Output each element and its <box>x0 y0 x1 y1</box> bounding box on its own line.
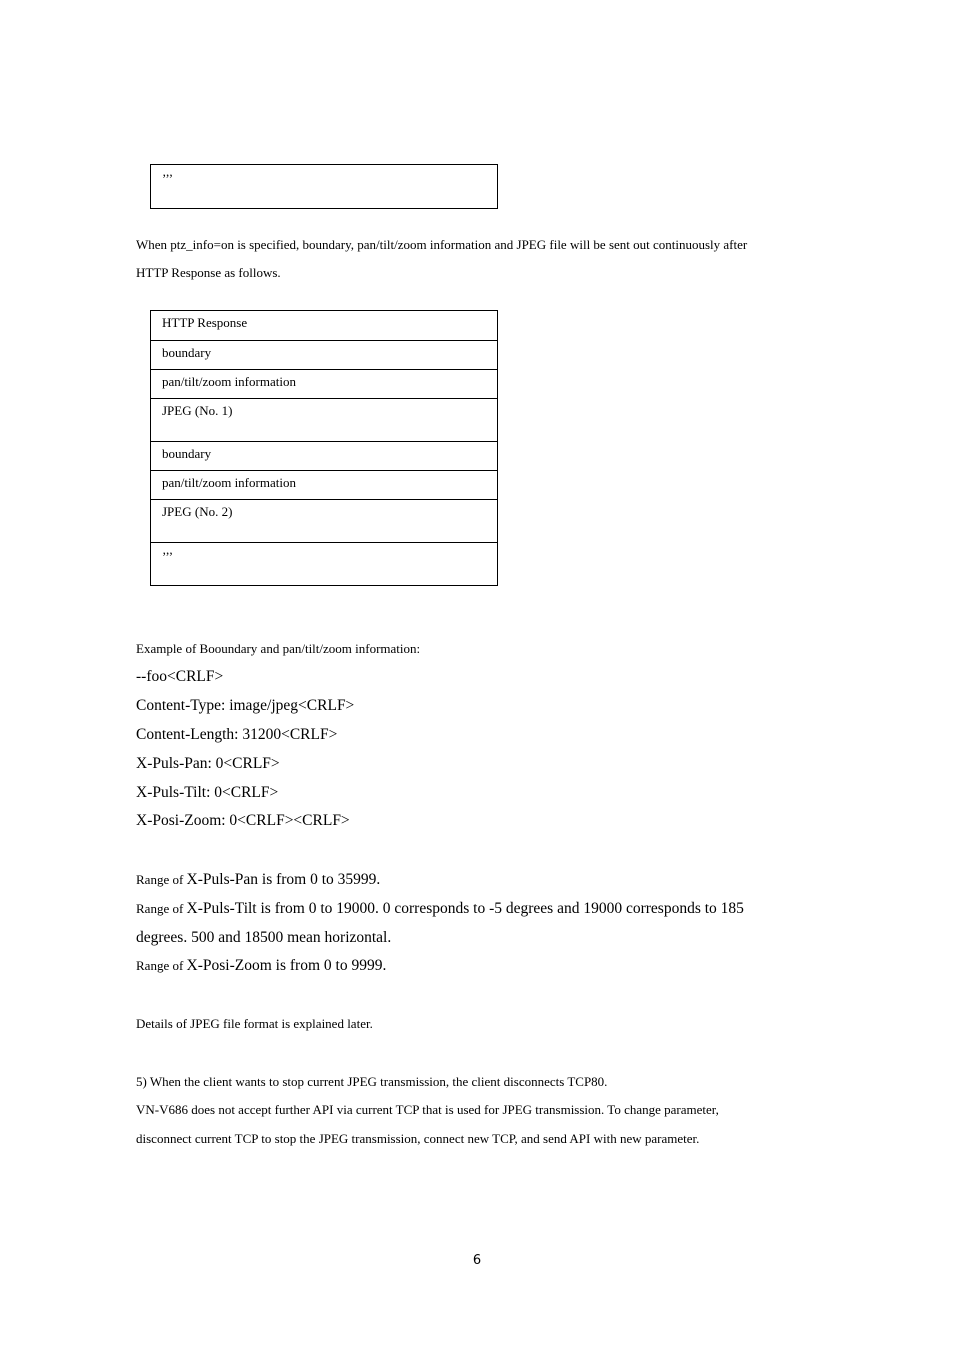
example-line: Content-Length: 31200<CRLF> <box>136 726 338 743</box>
intro-line-2: HTTP Response as follows. <box>136 265 281 280</box>
range-pan <box>136 871 380 889</box>
details-note: Details of JPEG file format is explained later. <box>136 1016 373 1031</box>
range-zoom-text: X-Posi-Zoom is from 0 to 9999. <box>186 957 387 974</box>
continuation-mark: ’’’ <box>162 171 174 186</box>
range-prefix: Range of <box>136 901 187 916</box>
range-prefix: Range of <box>136 872 187 887</box>
page-number: 6 <box>472 1253 482 1268</box>
example-heading: Example of Booundary and pan/tilt/zoom information: <box>136 641 421 656</box>
sequence-row: boundary <box>151 340 497 369</box>
continuation-box <box>150 164 498 209</box>
intro-line-1: When ptz_info=on is specified, boundary, pan/tilt/zoom information and JPEG file will be sent out continuously after <box>136 237 748 252</box>
sequence-row: HTTP Response <box>162 315 248 330</box>
example-line: X-Posi-Zoom: 0<CRLF><CRLF> <box>136 812 350 829</box>
range-prefix: Range of <box>136 958 187 973</box>
range-tilt-continued: degrees. 500 and 18500 mean horizontal. <box>136 929 392 946</box>
sequence-row: boundary <box>151 441 497 470</box>
range-tilt <box>136 900 744 918</box>
step5-line-3: disconnect current TCP to stop the JPEG transmission, connect new TCP, and send API with new parameter. <box>136 1131 700 1146</box>
sequence-table <box>150 310 498 586</box>
range-zoom <box>136 957 386 975</box>
step5-line-1: 5) When the client wants to stop current JPEG transmission, the client disconnects TCP80. <box>136 1074 608 1089</box>
sequence-row: ’’’ <box>151 542 497 585</box>
range-tilt-text: X-Puls-Tilt is from 0 to 19000. 0 corresponds to -5 degrees and 19000 corresponds to 185 <box>186 900 744 917</box>
sequence-row: pan/tilt/zoom information <box>151 470 497 499</box>
sequence-row: pan/tilt/zoom information <box>151 369 497 398</box>
sequence-row: JPEG (No. 1) <box>151 398 497 441</box>
example-line: X-Puls-Pan: 0<CRLF> <box>136 755 280 772</box>
range-pan-text: X-Puls-Pan is from 0 to 35999. <box>186 871 381 888</box>
example-line: Content-Type: image/jpeg<CRLF> <box>136 697 355 714</box>
example-line: X-Puls-Tilt: 0<CRLF> <box>136 784 279 801</box>
sequence-row: JPEG (No. 2) <box>151 499 497 542</box>
step5-line-2: VN-V686 does not accept further API via current TCP that is used for JPEG transmission. To change parameter, <box>136 1102 719 1117</box>
example-line: --foo<CRLF> <box>136 668 224 685</box>
